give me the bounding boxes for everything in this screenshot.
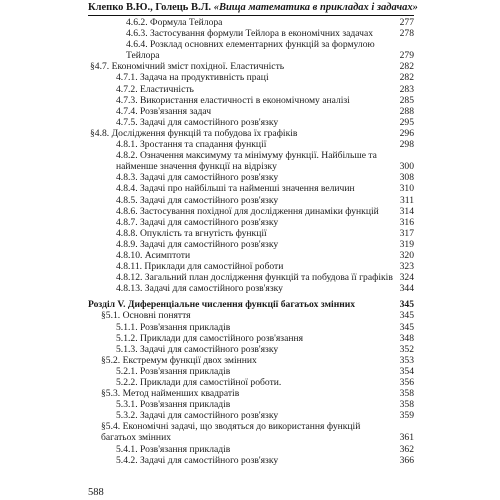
toc-entry-page: 323 <box>399 261 414 273</box>
toc-entry-page: 282 <box>399 61 414 73</box>
toc-entry-page: 296 <box>399 127 414 139</box>
toc-entry-page: 300 <box>399 161 414 173</box>
toc-entry-title: 4.8.9. Задачі для самостійного розв'язку <box>116 238 279 250</box>
toc-entry-title: 4.6.4. Розклад основних елементарних функцій за формулою Тейлора <box>126 39 375 62</box>
toc-section-entry <box>88 355 414 366</box>
toc-entry-page: 358 <box>399 388 414 400</box>
toc-subsection-entry <box>88 377 414 388</box>
toc-section-entry <box>88 421 414 443</box>
toc-entry-page: 277 <box>399 17 414 28</box>
toc-entry-title: 4.7.5. Задачі для самостійного розв'язку <box>116 116 279 128</box>
toc-chapter-entry <box>88 299 414 310</box>
toc-entry-page: 310 <box>399 183 414 195</box>
header-book-title: «Вища математика в прикладах і задачах» <box>213 2 418 13</box>
toc-entry-page: 352 <box>399 343 414 355</box>
toc-entry-page: 311 <box>399 194 414 206</box>
toc-subsection-entry <box>88 117 414 128</box>
toc-subsection-entry <box>88 72 414 83</box>
toc-entry-page: 308 <box>399 172 414 184</box>
toc-entry-page: 288 <box>399 105 414 117</box>
toc-subsection-entry <box>88 206 414 217</box>
header-rule <box>88 15 414 16</box>
toc-entry-page: 282 <box>399 72 414 84</box>
toc-entry-title: 4.8.10. Асимптоти <box>116 249 191 261</box>
toc-subsection-entry <box>88 322 414 333</box>
toc-entry-title: §5.3. Метод найменших квадратів <box>101 388 240 400</box>
table-of-contents <box>88 17 414 466</box>
toc-section-entry <box>88 310 414 321</box>
toc-entry-title: 4.7.1. Задача на продуктивність праці <box>116 72 269 84</box>
toc-entry-title: 4.8.11. Приклади для самостійної роботи <box>116 261 284 273</box>
toc-subsection-entry <box>88 150 414 172</box>
toc-entry-page: 348 <box>399 332 414 344</box>
toc-subsection-entry <box>88 333 414 344</box>
toc-entry-page: 298 <box>399 139 414 151</box>
toc-entry-title: 4.8.2. Означення максимуму та мінімуму функції. Найбільше та найменше значення функції на відрізку <box>116 150 377 173</box>
toc-subsection-entry <box>88 399 414 410</box>
toc-entry-title: 4.8.13. Задачі для самостійного розв'язку <box>116 283 283 295</box>
toc-entry-title: 5.4.2. Задачі для самостійного розв'язку <box>116 454 279 466</box>
toc-entry-page: 356 <box>399 377 414 388</box>
toc-subsection-entry <box>88 366 414 377</box>
toc-subsection-entry <box>88 84 414 95</box>
toc-entry-page: 295 <box>399 116 414 128</box>
toc-entry-page: 324 <box>399 272 414 284</box>
toc-entry-page: 316 <box>399 216 414 228</box>
toc-subsection-entry <box>88 95 414 106</box>
toc-subsection-entry <box>88 344 414 355</box>
running-header <box>88 2 418 15</box>
toc-entry-title: 4.8.8. Опуклість та вгнутість функції <box>116 227 267 239</box>
toc-entry-page: 345 <box>399 299 414 311</box>
toc-subsection-entry <box>88 444 414 455</box>
toc-entry-title: 5.3.2. Задачі для самостійного розв'язку <box>116 410 279 422</box>
toc-entry-title: 4.8.3. Задачі для самостійного розв'язку <box>116 172 279 184</box>
toc-entry-page: 317 <box>399 227 414 239</box>
header-authors: Клепко В.Ю., Голець В.Л. <box>88 2 214 13</box>
toc-entry-page: 366 <box>399 454 414 466</box>
toc-entry-page: 345 <box>399 321 414 333</box>
toc-entry-title: 4.8.6. Застосування похідної для дослідження динаміки функцій <box>116 205 379 217</box>
toc-section-entry <box>88 128 414 139</box>
toc-entry-title: §5.1. Основні поняття <box>101 310 191 322</box>
toc-entry-page: 279 <box>399 50 414 62</box>
toc-subsection-entry <box>88 39 414 61</box>
toc-entry-page: 358 <box>399 399 414 411</box>
toc-entry-title: 4.8.1. Зростання та спадання функції <box>116 139 267 151</box>
toc-section-entry <box>88 388 414 399</box>
toc-entry-title: 5.4.1. Розв'язання прикладів <box>116 443 231 455</box>
toc-entry-title: §4.8. Дослідження функцій та побудова їх графіків <box>90 127 298 139</box>
toc-entry-title: 4.7.3. Використання еластичності в економічному аналізі <box>116 94 350 106</box>
toc-entry-title: 5.1.3. Задачі для самостійного розв'язку <box>116 343 279 355</box>
toc-entry-page: 319 <box>399 238 414 250</box>
toc-entry-page: 345 <box>399 310 414 322</box>
page-number: 588 <box>88 487 104 498</box>
toc-entry-title: 4.6.2. Формула Тейлора <box>126 17 223 28</box>
toc-entry-page: 353 <box>399 354 414 366</box>
toc-subsection-entry <box>88 410 414 421</box>
toc-entry-page: 283 <box>399 83 414 95</box>
toc-entry-title: 4.8.4. Задачі про найбільші та найменші значення величин <box>116 183 355 195</box>
toc-entry-title: 4.8.12. Загальний план дослідження функцій та побудова її графіків <box>116 272 393 284</box>
toc-entry-title: 5.1.1. Розв'язання прикладів <box>116 321 231 333</box>
toc-entry-title: 4.8.7. Задачі для самостійного розв'язку <box>116 216 279 228</box>
toc-subsection-entry <box>88 283 414 294</box>
toc-entry-title: 4.7.4. Розв'язання задач <box>116 105 212 117</box>
toc-subsection-entry <box>88 239 414 250</box>
toc-entry-title: 5.2.1. Розв'язання прикладів <box>116 365 231 377</box>
toc-subsection-entry <box>88 183 414 194</box>
toc-subsection-entry <box>88 17 414 28</box>
toc-entry-page: 320 <box>399 249 414 261</box>
toc-subsection-entry <box>88 106 414 117</box>
toc-subsection-entry <box>88 172 414 183</box>
toc-entry-title: §5.4. Економічні задачі, що зводяться до використання функцій багатьох змінних <box>101 421 361 444</box>
toc-entry-page: 285 <box>399 94 414 106</box>
toc-subsection-entry <box>88 261 414 272</box>
toc-subsection-entry <box>88 272 414 283</box>
toc-entry-page: 362 <box>399 443 414 455</box>
toc-entry-title: 5.3.1. Розв'язання прикладів <box>116 399 231 411</box>
toc-section-entry <box>88 61 414 72</box>
toc-entry-title: Розділ V. Диференціальне числення функції багатьох змінних <box>88 299 356 311</box>
toc-subsection-entry <box>88 228 414 239</box>
toc-subsection-entry <box>88 28 414 39</box>
toc-entry-page: 354 <box>399 365 414 377</box>
toc-subsection-entry <box>88 217 414 228</box>
toc-entry-title: §5.2. Екстремум функції двох змінних <box>101 354 257 366</box>
toc-entry-title: 5.1.2. Приклади для самостійного розв'язання <box>116 332 304 344</box>
toc-entry-title: 4.6.3. Застосування формули Тейлора в економічних задачах <box>126 28 374 40</box>
toc-entry-page: 361 <box>399 432 414 444</box>
toc-entry-page: 344 <box>399 283 414 295</box>
toc-entry-title: 5.2.2. Приклади для самостійної роботи. <box>116 377 282 388</box>
toc-subsection-entry <box>88 139 414 150</box>
toc-entry-title: 4.8.5. Задачі для самостійного розв'язку <box>116 194 279 206</box>
toc-subsection-entry <box>88 250 414 261</box>
toc-subsection-entry <box>88 455 414 466</box>
toc-entry-page: 278 <box>399 28 414 40</box>
toc-entry-title: 4.7.2. Еластичність <box>116 83 194 95</box>
toc-subsection-entry <box>88 195 414 206</box>
toc-entry-page: 359 <box>399 410 414 422</box>
toc-entry-title: §4.7. Економічний зміст похідної. Еластичність <box>90 61 285 73</box>
toc-entry-page: 314 <box>399 205 414 217</box>
